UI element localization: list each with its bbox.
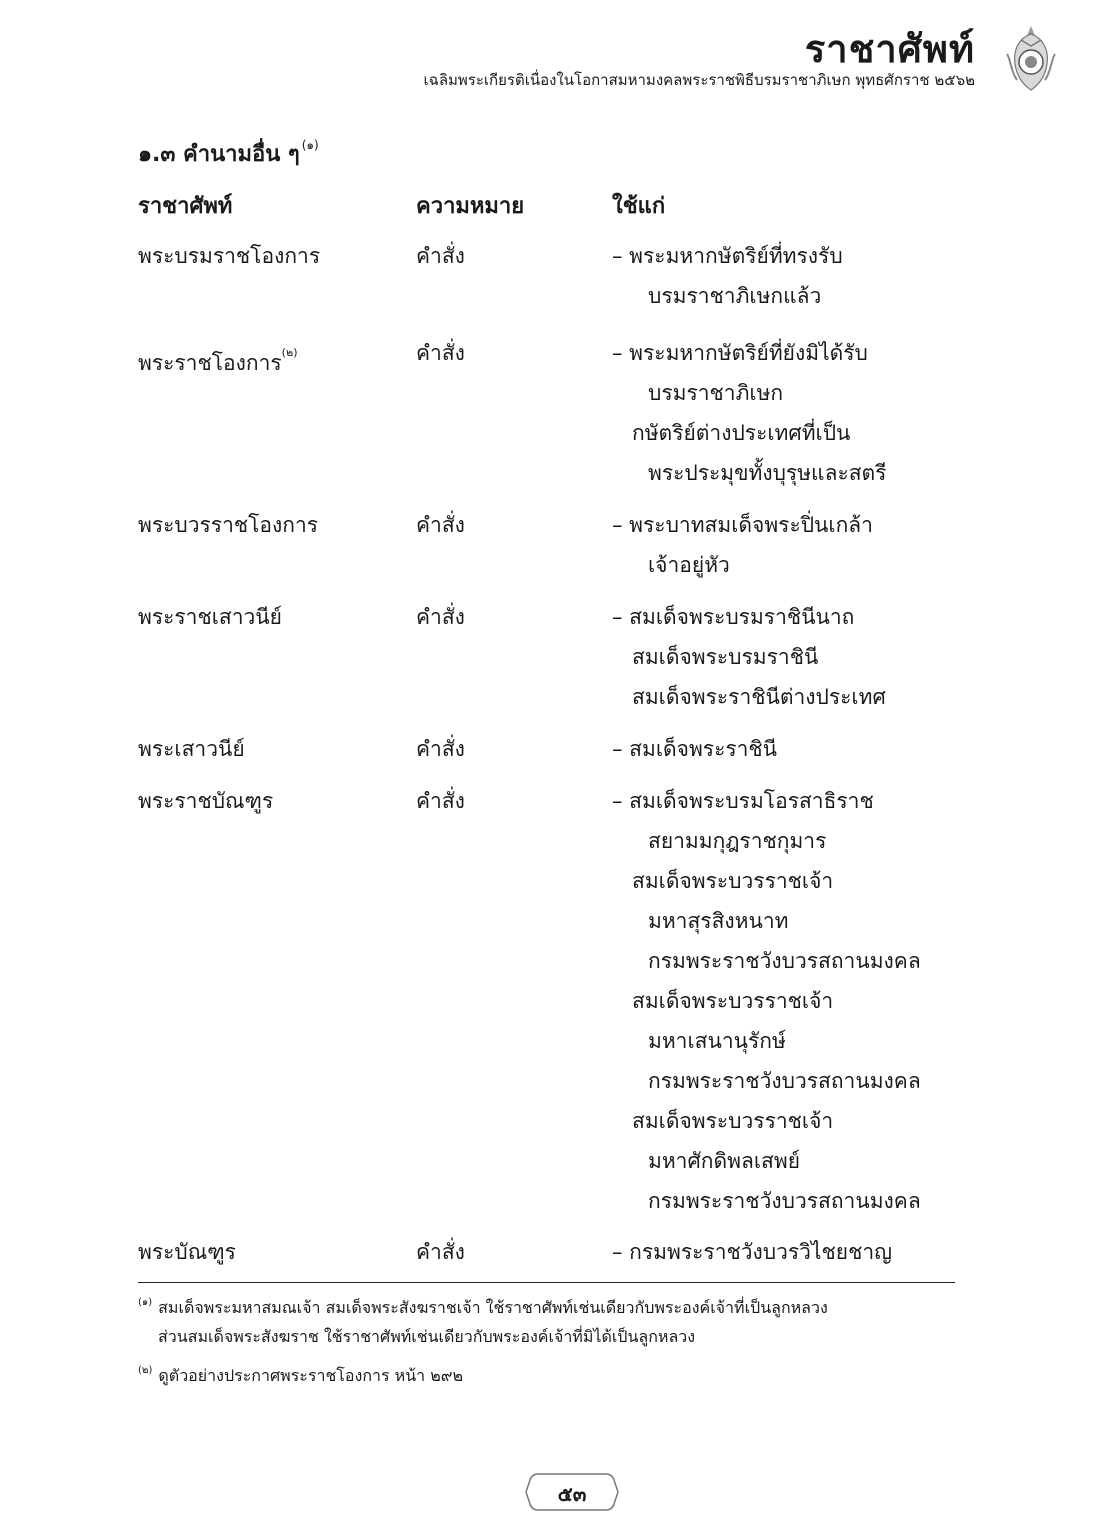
entry-term: พระราชเสาวนีย์ (138, 605, 282, 629)
royal-emblem-icon (1001, 24, 1061, 92)
footnote-text: ดูตัวอย่างประกาศพระราชโองการ หน้า ๒๙๒ (158, 1366, 464, 1385)
usage-line: กรมพระราชวังบวรสถานมงคล (648, 1069, 921, 1093)
footnote (138, 1356, 463, 1391)
column-header-usage: ใช้แก่ (612, 194, 666, 219)
usage-line: เจ้าอยู่หัว (648, 553, 730, 577)
usage-line: สมเด็จพระบวรราชเจ้า (632, 989, 834, 1013)
page-header-subtitle: เฉลิมพระเกียรติเนื่องในโอกาสมหามงคลพระราชพิธีบรมราชาภิเษก พุทธศักราช ๒๕๖๒ (423, 71, 975, 89)
usage-line: กรมพระราชวังบวรสถานมงคล (648, 1189, 921, 1213)
entry-term: พระบวรราชโองการ (138, 513, 319, 537)
entry-meaning: คำสั่ง (416, 737, 465, 761)
footnote-mark: (๒) (138, 1365, 153, 1376)
footnote-divider (138, 1282, 955, 1283)
entry-usage (612, 1232, 892, 1272)
entry-usage (612, 597, 886, 717)
usage-line: สยามมกุฎราชกุมาร (648, 829, 827, 853)
section-title (138, 136, 319, 171)
usage-line: – พระมหากษัตริย์ที่ยังมิได้รับ (612, 341, 868, 365)
entry-term: พระราชโองการ$^{(๒)}$ (138, 346, 298, 375)
usage-line: พระประมุขทั้งบุรุษและสตรี (648, 461, 887, 485)
entry-usage (612, 729, 777, 769)
entry-term: พระราชบัณฑูร (138, 789, 274, 813)
footnote-ref: (๑) (301, 138, 319, 152)
usage-line: มหาศักดิพลเสพย์ (648, 1149, 801, 1173)
section-title-text: ๑.๓ คำนามอื่น ๆ (138, 142, 300, 167)
entry-term: พระเสาวนีย์ (138, 737, 245, 761)
footnote (138, 1288, 828, 1323)
column-header-meaning: ความหมาย (416, 194, 525, 219)
entry-meaning: คำสั่ง (416, 1240, 465, 1264)
footnote-text: สมเด็จพระมหาสมณเจ้า สมเด็จพระสังฆราชเจ้า ใช้ราชาศัพท์เช่นเดียวกับพระองค์เจ้าที่เป็นลูกหลวง (158, 1298, 828, 1317)
usage-line: – กรมพระราชวังบวรวิไชยชาญ (612, 1240, 893, 1264)
usage-line: บรมราชาภิเษกแล้ว (648, 284, 822, 308)
entry-meaning: คำสั่ง (416, 605, 465, 629)
entry-usage (612, 333, 886, 493)
entry-meaning: คำสั่ง (416, 244, 465, 268)
usage-line: – สมเด็จพระราชินี (612, 737, 778, 761)
entry-usage (612, 505, 873, 585)
footnote-ref: (๒) (281, 346, 298, 359)
usage-line: มหาสุรสิงหนาท (648, 909, 789, 933)
entry-term: พระบัณฑูร (138, 1240, 236, 1264)
usage-line: – พระมหากษัตริย์ที่ทรงรับ (612, 244, 843, 268)
usage-line: สมเด็จพระบวรราชเจ้า (632, 1109, 834, 1133)
usage-line: บรมราชาภิเษก (648, 381, 784, 405)
usage-line: กรมพระราชวังบวรสถานมงคล (648, 949, 921, 973)
usage-line: – สมเด็จพระบรมโอรสาธิราช (612, 789, 874, 813)
usage-line: – สมเด็จพระบรมราชินีนาถ (612, 605, 855, 629)
entry-meaning: คำสั่ง (416, 513, 465, 537)
footnote (158, 1322, 695, 1352)
entry-meaning: คำสั่ง (416, 789, 465, 813)
page-number: ๕๓ (557, 1482, 587, 1506)
entry-term: พระบรมราชโองการ (138, 244, 321, 268)
usage-line: สมเด็จพระบวรราชเจ้า (632, 869, 834, 893)
entry-meaning: คำสั่ง (416, 341, 465, 365)
entry-usage (612, 781, 921, 1221)
footnote-text: ส่วนสมเด็จพระสังฆราช ใช้ราชาศัพท์เช่นเดียวกับพระองค์เจ้าที่มิได้เป็นลูกหลวง (158, 1327, 696, 1346)
entry-usage (612, 236, 843, 316)
usage-line: มหาเสนานุรักษ์ (648, 1029, 786, 1053)
column-header-term: ราชาศัพท์ (138, 194, 233, 219)
usage-line: – พระบาทสมเด็จพระปิ่นเกล้า (612, 513, 873, 537)
usage-line: กษัตริย์ต่างประเทศที่เป็น (632, 421, 851, 445)
usage-line: สมเด็จพระบรมราชินี (632, 645, 819, 669)
usage-line: สมเด็จพระราชินีต่างประเทศ (632, 685, 886, 709)
page-header-title: ราชาศัพท์ (804, 26, 975, 71)
footnote-mark: (๑) (138, 1297, 153, 1308)
